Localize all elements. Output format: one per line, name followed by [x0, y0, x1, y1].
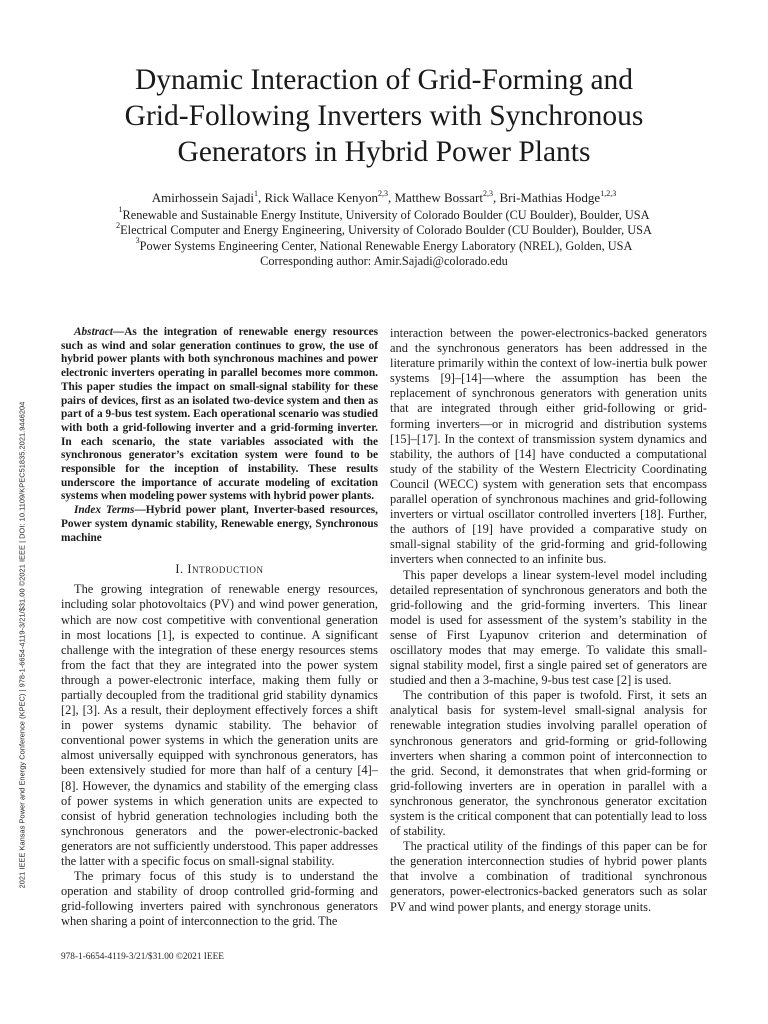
author-name: Amirhossein Sajadi: [151, 190, 254, 205]
body-paragraph: The primary focus of this study is to understand the operation and stability of droop controlled grid-forming and grid-following inverters paired with synchronous generators when sharing a point of interconnection to the grid. The: [61, 869, 378, 929]
body-paragraph: The contribution of this paper is twofold. First, it sets an analytical basis for system-level small-signal analysis for renewable integration studies involving parallel operation of synchronous generators and grid-forming or grid-following inverters when sharing a common point of interconnection to the grid. Second, it demonstrates that when grid-forming or grid-following inverters are in operation in parallel with a synchronous generator, the synchronous generator excitation system is the critical component that can potentially lead to loss of stability.: [390, 688, 707, 839]
body-paragraph: interaction between the power-electronics-backed generators and the synchronous generators has been addressed in the literature primarily within the context of low-inertia bulk power systems [9]–[14]—where the assumption has been the replacement of synchronous generators with generation units that are integrated through either grid-following or grid-forming inverters—or in microgrid and distribution systems [15]–[17]. In the context of transmission system dynamics and stability, the authors of [14] have conducted a computational study of the stability of the Western Electricity Coordinating Council (WECC) system with generation sets that encompass parallel operation of synchronous machines and grid-following inverters or virtual oscillator controlled inverters [18]. Further, the authors of [19] have provided a comparative study on small-signal stability of the grid-forming and grid-following inverters when connected to an infinite bus.: [390, 326, 707, 567]
body-paragraph: This paper develops a linear system-level model including detailed representation of synchronous generators and both the grid-following and the grid-forming inverters. This linear model is used for assessment of the system’s stability in the sense of First Lyapunov criterion and determination of oscillatory modes that may emerge. To validate this small-signal stability model, first a single paired set of generators are studied and then a 3-machine, 9-bus test case [2] is used.: [390, 567, 707, 688]
right-column: [390, 326, 707, 915]
title-line: Grid-Following Inverters with Synchronous: [124, 100, 644, 132]
affiliation-text: Power Systems Engineering Center, National Renewable Energy Laboratory (NREL), Golden, USA: [139, 238, 633, 253]
author-separator: ,: [492, 190, 500, 205]
abstract: [61, 326, 378, 504]
side-citation-text: 2021 IEEE Kansas Power and Energy Conference (KPEC) | 978-1-6654-4119-3/21/$31.00 ©2021 IEEE | DOI: 10.1109/KPEC51835.2021.9446204: [17, 401, 27, 889]
affiliation: [60, 220, 708, 239]
title-line: Dynamic Interaction of Grid-Forming and: [134, 64, 634, 96]
section-title: Introduction: [187, 562, 264, 577]
affiliation: [60, 236, 708, 255]
left-column: [61, 326, 378, 930]
author-block: [60, 190, 708, 270]
author-name: Bri-Mathias Hodge: [499, 190, 601, 205]
index-terms-text: —Hybrid power plant, Inverter-based resources, Power system dynamic stability, Renewable energy, Synchronous machine: [61, 504, 378, 544]
author-name: Matthew Bossart: [394, 190, 483, 205]
affiliation-mark: 3: [135, 236, 140, 246]
section-number: I.: [175, 562, 188, 577]
section-heading: [61, 562, 378, 577]
index-terms: [61, 504, 378, 545]
affiliation-mark: 1: [118, 205, 123, 215]
affiliation-text: Renewable and Sustainable Energy Institute, University of Colorado Boulder (CU Boulder), Boulder, USA: [122, 207, 650, 222]
author-affiliation-mark: 1,2,3: [600, 188, 617, 198]
affiliation: [60, 205, 708, 224]
title-line: Generators in Hybrid Power Plants: [177, 136, 591, 168]
affiliation-text: Electrical Computer and Energy Engineering, University of Colorado Boulder (CU Boulder), Boulder, USA: [120, 223, 652, 237]
author-affiliation-mark: 1: [253, 188, 258, 198]
author-list: [60, 190, 708, 206]
index-terms-label: Index Terms: [74, 504, 135, 517]
abstract-label: Abstract: [74, 326, 113, 338]
page-footer: 978-1-6654-4119-3/21/$31.00 ©2021 IEEE: [61, 952, 224, 962]
abstract-text: —As the integration of renewable energy resources such as wind and solar generation continues to grow, the use of hybrid power plants with both synchronous machines and power electronic inverters operating in parallel becomes more common. This paper studies the impact on small-signal stability for these pairs of devices, first as an isolated two-device system and then as part of a 9-bus test system. Each operational scenario was studied with both a grid-following inverter and a grid-forming inverter. In each scenario, the state variables associated with the synchronous generator’s excitation system were found to be responsible for the inception of instability. These results underscore the importance of accurate modeling of excitation systems when modeling power systems with hybrid power plants.: [61, 326, 378, 503]
corresponding-author: Corresponding author: Amir.Sajadi@colorado.edu: [260, 254, 508, 268]
paper-title: [60, 62, 708, 170]
author-affiliation-mark: 2,3: [378, 188, 388, 198]
affiliation-mark: 2: [116, 220, 121, 230]
body-paragraph: The growing integration of renewable energy resources, including solar photovoltaics (PV) and wind power generation, which are now cost competitive with conventional generation in most locations [1], is expected to continue. A significant challenge with the integration of these energy resources stems from the fact that they are integrated into the power system through a power-electronic interface, making them fully or partially decoupled from the traditional grid stability dynamics [2], [3]. As a result, their deployment effectively forces a shift in power systems dynamic stability. The behavior of conventional power systems in which the generation units are almost universally equipped with synchronous generators, has been extensively studied for more than half of a century [4]–[8]. However, the dynamics and stability of the emerging class of power systems in which generation units are expected to consist of hybrid generation technologies including both the synchronous generators and the power-electronic-backed generators are not sufficiently understood. This paper addresses the latter with a specific focus on small-signal stability.: [61, 582, 378, 869]
side-citation-strip: [8, 345, 36, 945]
author-name: Rick Wallace Kenyon: [264, 190, 378, 205]
author-separator: ,: [388, 190, 395, 205]
body-paragraph: The practical utility of the findings of this paper can be for the generation interconnection studies of hybrid power plants that involve a combination of traditional synchronous generators, power-electronics-backed generators such as solar PV and wind power plants, and energy storage units.: [390, 839, 707, 914]
author-separator: ,: [257, 190, 265, 205]
author-affiliation-mark: 2,3: [482, 188, 493, 198]
